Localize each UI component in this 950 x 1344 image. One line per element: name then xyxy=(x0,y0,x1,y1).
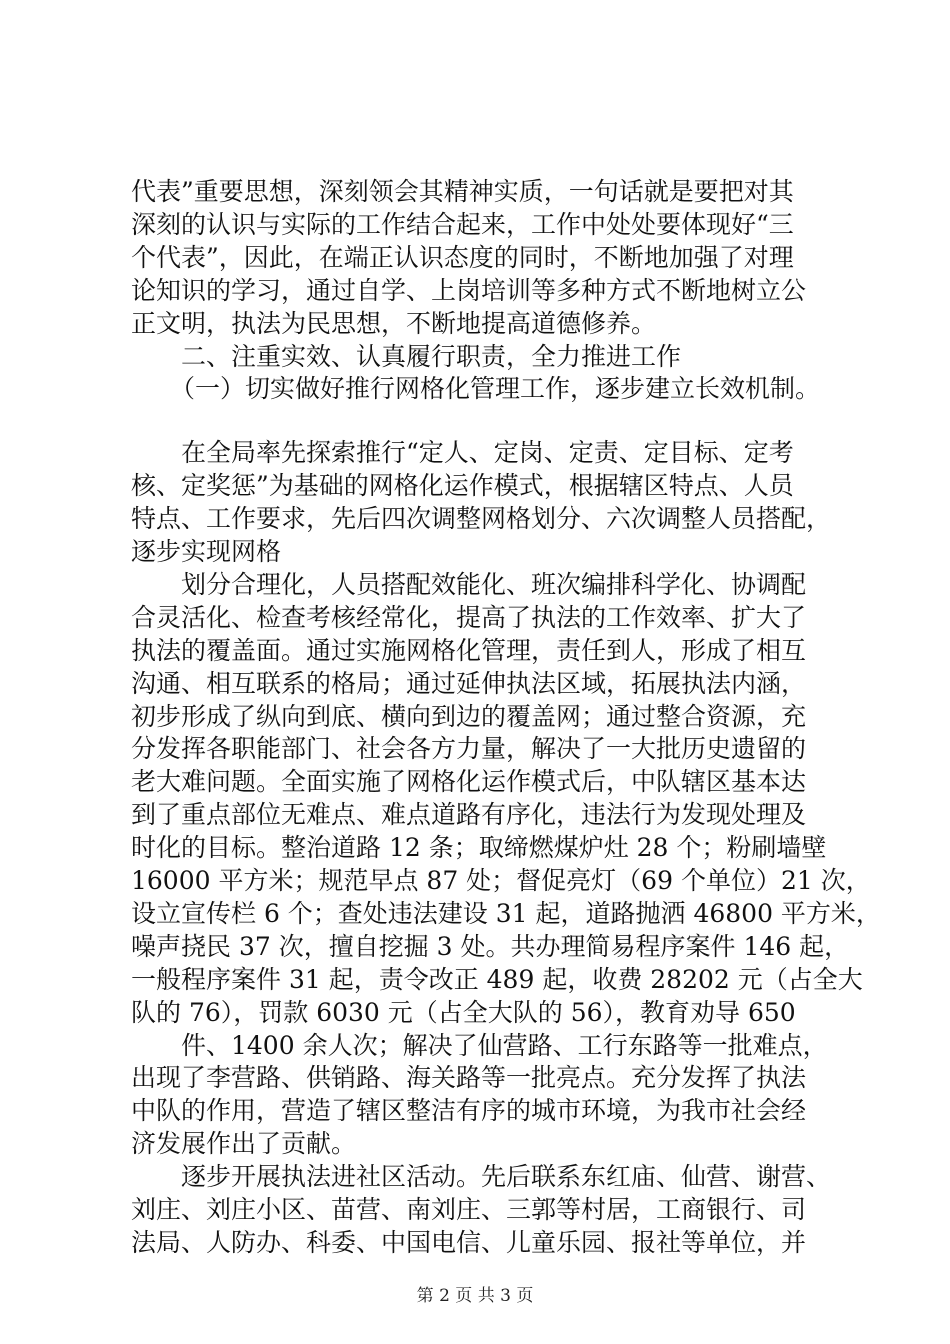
body-text-line: 合灵活化、检查考核经常化，提高了执法的工作效率、扩大了 xyxy=(131,603,807,632)
body-text-line: 件、1400 余人次；解决了仙营路、工行东路等一批难点， xyxy=(181,1031,828,1060)
body-text-line: 逐步开展执法进社区活动。先后联系东红庙、仙营、谢营、 xyxy=(181,1162,832,1191)
body-text-line: 济发展作出了贡献。 xyxy=(131,1129,357,1158)
body-text-line: 初步形成了纵向到底、横向到边的覆盖网；通过整合资源，充 xyxy=(131,702,807,731)
body-text-line: 时化的目标。整治道路 12 条；取缔燃煤炉灶 28 个；粉刷墙壁 xyxy=(131,833,827,862)
body-text-line: 法局、人防办、科委、中国电信、儿童乐园、报社等单位，并 xyxy=(131,1228,807,1257)
body-text-line: 代表”重要思想，深刻领会其精神实质，一句话就是要把对其 xyxy=(131,177,794,206)
page-footer xyxy=(0,1285,950,1307)
body-text-line: 核、定奖惩”为基础的网格化运作模式，根据辖区特点、人员 xyxy=(131,471,794,500)
body-text-line: 中队的作用，营造了辖区整洁有序的城市环境，为我市社会经 xyxy=(131,1096,807,1125)
page-number-label: 第 2 页 共 3 页 xyxy=(416,1286,534,1306)
body-text-line: 分发挥各职能部门、社会各方力量，解决了一大批历史遗留的 xyxy=(131,734,807,763)
section-heading: 二、注重实效、认真履行职责，全力推进工作 xyxy=(181,342,682,371)
body-text-line: 深刻的认识与实际的工作结合起来，工作中处处要体现好“三 xyxy=(131,210,794,239)
body-text-line: 逐步实现网格 xyxy=(131,537,282,566)
body-text-line: 出现了李营路、供销路、海关路等一批亮点。充分发挥了执法 xyxy=(131,1063,807,1092)
subsection-heading: （一）切实做好推行网格化管理工作，逐步建立长效机制。 xyxy=(170,374,821,403)
body-text-line: 划分合理化，人员搭配效能化、班次编排科学化、协调配 xyxy=(181,570,807,599)
body-text-line: 噪声挠民 37 次，擅自挖掘 3 处。共办理简易程序案件 146 起， xyxy=(131,932,850,961)
body-text-line: 特点、工作要求，先后四次调整网格划分、六次调整人员搭配， xyxy=(131,504,832,533)
body-text-line: 老大难问题。全面实施了网格化运作模式后，中队辖区基本达 xyxy=(131,767,807,796)
body-text-line: 设立宣传栏 6 个；查处违法建设 31 起，道路抛洒 46800 平方米， xyxy=(131,899,881,928)
body-text-line: 在全局率先探索推行“定人、定岗、定责、定目标、定考 xyxy=(181,438,794,467)
body-text-line: 一般程序案件 31 起，责令改正 489 起，收费 28202 元（占全大 xyxy=(131,965,863,994)
body-text-line: 刘庄、刘庄小区、苗营、南刘庄、三郭等村居，工商银行、司 xyxy=(131,1195,807,1224)
body-text-line: 队的 76），罚款 6030 元（占全大队的 56），教育劝导 650 xyxy=(131,998,796,1027)
body-text-line: 到了重点部位无难点、难点道路有序化，违法行为发现处理及 xyxy=(131,800,807,829)
body-text-line: 个代表”，因此，在端正认识态度的同时，不断地加强了对理 xyxy=(131,243,794,272)
body-text-line: 16000 平方米；规范早点 87 处；督促亮灯（69 个单位）21 次， xyxy=(131,866,871,895)
body-text-line: 沟通、相互联系的格局；通过延伸执法区域，拓展执法内涵， xyxy=(131,669,807,698)
body-text-line: 执法的覆盖面。通过实施网格化管理，责任到人，形成了相互 xyxy=(131,636,807,665)
body-text-line: 论知识的学习，通过自学、上岗培训等多种方式不断地树立公 xyxy=(131,276,807,305)
body-text-line: 正文明，执法为民思想，不断地提高道德修养。 xyxy=(131,309,657,338)
